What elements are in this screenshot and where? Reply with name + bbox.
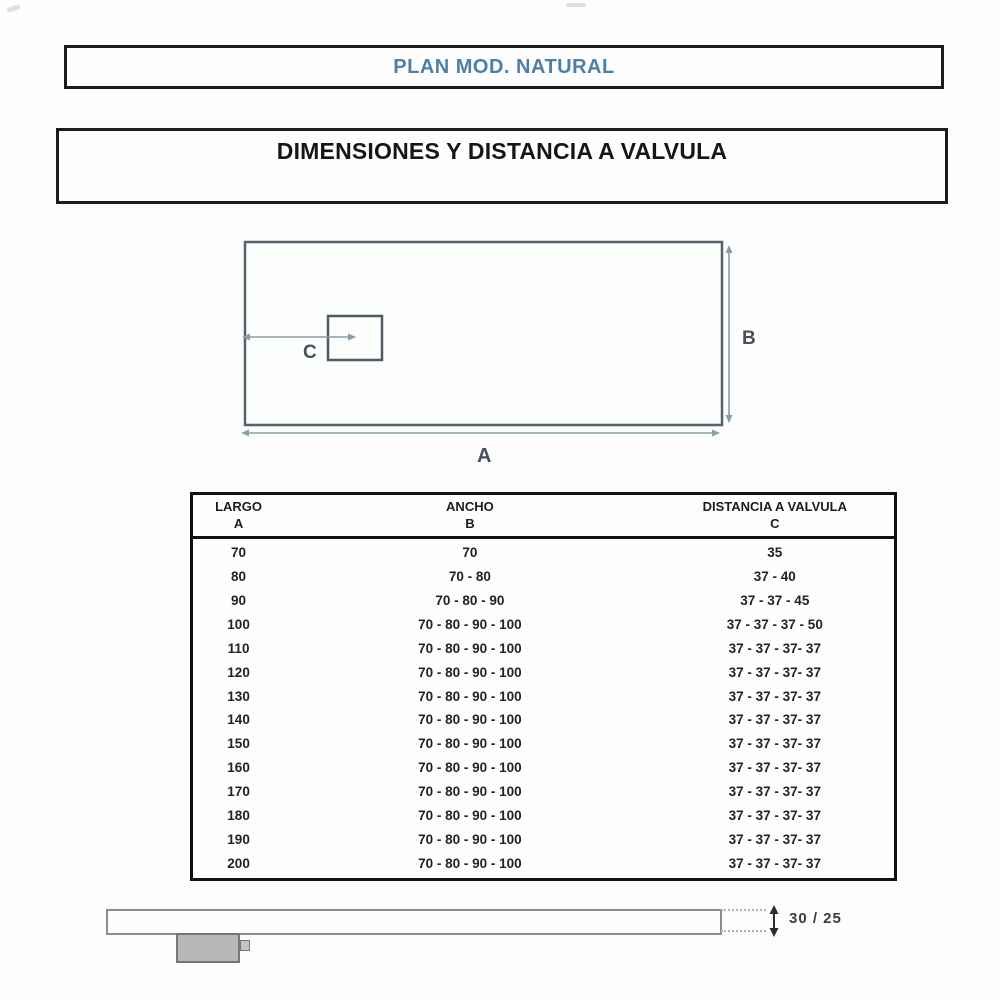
cell-largo: 180 — [227, 807, 250, 823]
table-row — [193, 636, 894, 660]
cell-ancho: 70 - 80 - 90 - 100 — [418, 712, 522, 728]
scan-artifact — [7, 4, 21, 13]
cell-ancho: 70 - 80 - 90 - 100 — [418, 855, 522, 871]
plan-view-diagram — [230, 230, 800, 475]
table-row — [193, 827, 894, 851]
cell-ancho: 70 - 80 - 90 - 100 — [418, 831, 522, 847]
cell-largo: 100 — [227, 617, 250, 632]
cell-distancia: 37 - 37 - 37- 37 — [728, 855, 821, 871]
tray-outline — [245, 242, 722, 425]
extension-line-top — [721, 909, 766, 911]
cell-ancho: 70 - 80 — [448, 569, 491, 585]
extension-line-bottom — [721, 930, 766, 932]
cell-distancia: 37 - 37 - 37 - 50 — [726, 617, 823, 632]
table-row — [193, 613, 894, 637]
cell-distancia: 37 - 37 - 37- 37 — [728, 664, 821, 680]
cell-largo: 90 — [231, 593, 247, 609]
cell-distancia: 37 - 37 - 45 — [740, 593, 810, 609]
header-largo: LARGO A — [215, 499, 263, 531]
cell-largo: 140 — [227, 712, 250, 728]
cell-ancho: 70 - 80 - 90 - 100 — [418, 688, 522, 704]
cell-largo: 200 — [227, 855, 250, 871]
valve-outlet-nub — [240, 940, 250, 951]
cell-distancia: 37 - 37 - 37- 37 — [728, 736, 821, 752]
height-label: 30 / 25 — [789, 910, 842, 927]
dim-label-c: C — [303, 342, 317, 363]
cell-distancia: 37 - 37 - 37- 37 — [728, 688, 821, 704]
cell-ancho: 70 - 80 - 90 — [435, 593, 505, 609]
cell-ancho: 70 - 80 - 90 - 100 — [418, 617, 522, 632]
cell-distancia: 37 - 37 - 37- 37 — [728, 640, 821, 656]
table-row — [193, 660, 894, 684]
cell-largo: 160 — [227, 760, 250, 776]
cell-ancho: 70 - 80 - 90 - 100 — [418, 640, 522, 656]
table-header — [193, 495, 894, 539]
table-row — [193, 541, 894, 565]
cell-ancho: 70 - 80 - 90 - 100 — [418, 807, 522, 823]
cell-distancia: 37 - 37 - 37- 37 — [728, 760, 821, 776]
section-title-box — [56, 128, 948, 204]
dim-label-a: A — [477, 445, 492, 467]
table-body — [193, 539, 894, 878]
cell-largo: 120 — [227, 664, 250, 680]
table-row — [193, 589, 894, 613]
cell-ancho: 70 — [462, 545, 478, 561]
table-row — [193, 803, 894, 827]
cell-largo: 70 — [231, 545, 247, 561]
valve-side-view — [176, 933, 240, 963]
cell-largo: 130 — [227, 688, 250, 704]
cell-distancia: 37 - 37 - 37- 37 — [728, 712, 821, 728]
cell-largo: 110 — [227, 640, 250, 656]
cell-distancia: 37 - 37 - 37- 37 — [728, 831, 821, 847]
cell-distancia: 37 - 37 - 37- 37 — [728, 807, 821, 823]
cell-largo: 150 — [227, 736, 250, 752]
table-row — [193, 732, 894, 756]
table-row — [193, 708, 894, 732]
table-row — [193, 684, 894, 708]
height-arrow-icon — [765, 905, 783, 937]
plan-title: PLAN MOD. NATURAL — [393, 55, 615, 78]
cell-ancho: 70 - 80 - 90 - 100 — [418, 736, 522, 752]
header-ancho: ANCHO B — [446, 499, 494, 531]
cell-distancia: 35 — [767, 545, 783, 561]
valve-square — [328, 316, 382, 360]
header-distancia: DISTANCIA A VALVULA C — [702, 499, 848, 531]
cell-largo: 80 — [231, 569, 247, 585]
tray-side-view — [106, 909, 722, 935]
dim-label-b: B — [742, 328, 756, 349]
scan-artifact — [566, 3, 586, 7]
cell-ancho: 70 - 80 - 90 - 100 — [418, 664, 522, 680]
cell-ancho: 70 - 80 - 90 - 100 — [418, 784, 522, 800]
table-row — [193, 565, 894, 589]
table-row — [193, 756, 894, 780]
dimensions-table — [190, 492, 897, 881]
section-title: DIMENSIONES Y DISTANCIA A VALVULA — [276, 138, 728, 164]
cell-ancho: 70 - 80 - 90 - 100 — [418, 760, 522, 776]
plan-title-box — [64, 45, 944, 89]
table-row — [193, 851, 894, 875]
table-row — [193, 780, 894, 804]
cell-largo: 190 — [227, 831, 250, 847]
cell-distancia: 37 - 37 - 37- 37 — [728, 784, 821, 800]
cell-largo: 170 — [227, 784, 250, 800]
cell-distancia: 37 - 40 — [753, 569, 796, 585]
